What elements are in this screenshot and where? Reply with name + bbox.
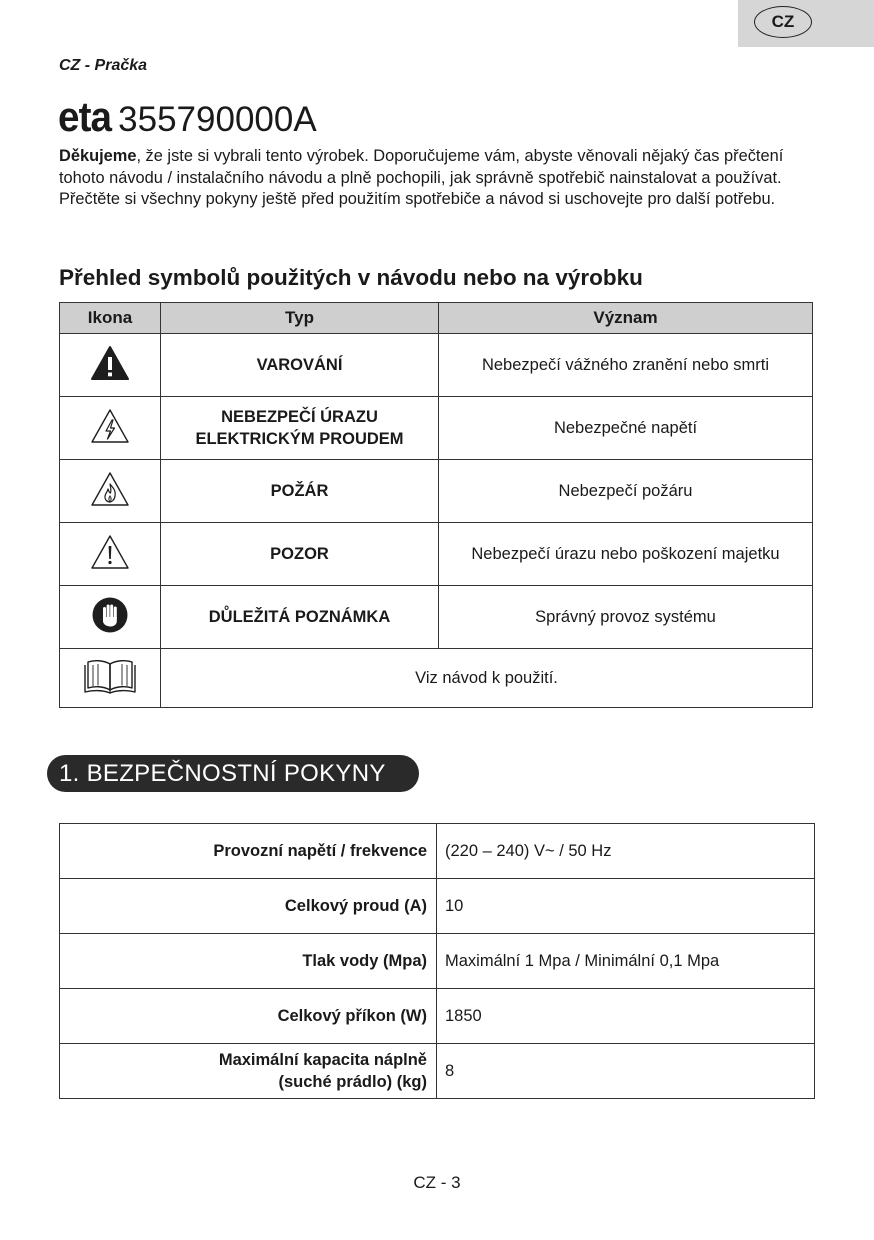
table-row bbox=[60, 879, 815, 934]
symbol-meaning: Nebezpečí vážného zranění nebo smrti bbox=[439, 334, 813, 397]
manual-book-icon bbox=[83, 657, 137, 700]
symbol-type: POŽÁR bbox=[161, 460, 439, 523]
hand-stop-icon bbox=[91, 596, 129, 639]
language-badge: CZ bbox=[754, 6, 812, 38]
section-title: 1. BEZPEČNOSTNÍ POKYNY bbox=[47, 755, 419, 792]
table-row bbox=[60, 934, 815, 989]
specs-table bbox=[59, 823, 815, 1099]
table-row bbox=[60, 460, 813, 523]
symbols-header-row bbox=[60, 303, 813, 334]
spec-value: 1850 bbox=[437, 989, 815, 1044]
symbols-heading: Přehled symbolů použitých v návodu nebo na výrobku bbox=[59, 265, 643, 290]
table-row bbox=[60, 586, 813, 649]
spec-label: Provozní napětí / frekvence bbox=[60, 824, 437, 879]
symbol-type: NEBEZPEČÍ ÚRAZU ELEKTRICKÝM PROUDEM bbox=[161, 397, 439, 460]
model-number: 355790000A bbox=[118, 100, 317, 139]
col-header-type: Typ bbox=[161, 303, 439, 334]
table-row bbox=[60, 334, 813, 397]
document-subtitle: CZ - Pračka bbox=[59, 57, 148, 74]
spec-value: Maximální 1 Mpa / Minimální 0,1 Mpa bbox=[437, 934, 815, 989]
table-row bbox=[60, 989, 815, 1044]
brand-logo: eta bbox=[58, 93, 112, 140]
table-row bbox=[60, 397, 813, 460]
spec-label-line1: Maximální kapacita náplně bbox=[218, 1051, 427, 1069]
page-number: CZ - 3 bbox=[413, 1173, 461, 1192]
spec-label: Celkový příkon (W) bbox=[60, 989, 437, 1044]
spec-label-line2: (suché prádlo) (kg) bbox=[278, 1073, 427, 1091]
table-row bbox=[60, 523, 813, 586]
table-row bbox=[60, 649, 813, 708]
symbol-meaning: Nebezpečné napětí bbox=[439, 397, 813, 460]
col-header-icon: Ikona bbox=[60, 303, 161, 334]
spec-label bbox=[60, 1044, 437, 1099]
table-row bbox=[60, 1044, 815, 1099]
symbol-type: VAROVÁNÍ bbox=[161, 334, 439, 397]
warning-filled-icon bbox=[90, 345, 130, 386]
intro-paragraph bbox=[59, 146, 819, 211]
symbol-meaning: Viz návod k použití. bbox=[161, 649, 813, 708]
symbol-meaning: Správný provoz systému bbox=[439, 586, 813, 649]
spec-value: (220 – 240) V~ / 50 Hz bbox=[437, 824, 815, 879]
spec-label: Tlak vody (Mpa) bbox=[60, 934, 437, 989]
spec-label: Celkový proud (A) bbox=[60, 879, 437, 934]
col-header-meaning: Význam bbox=[439, 303, 813, 334]
fire-icon bbox=[90, 471, 130, 512]
symbol-type: DŮLEŽITÁ POZNÁMKA bbox=[161, 586, 439, 649]
brand-heading bbox=[58, 93, 317, 140]
symbol-type: POZOR bbox=[161, 523, 439, 586]
spec-value: 8 bbox=[437, 1044, 815, 1099]
intro-lead: Děkujeme bbox=[59, 147, 137, 165]
symbol-meaning: Nebezpečí úrazu nebo poškození majetku bbox=[439, 523, 813, 586]
symbol-meaning: Nebezpečí požáru bbox=[439, 460, 813, 523]
intro-text: , že jste si vybrali tento výrobek. Doporučujeme vám, abyste věnovali nějaký čas přečtení tohoto návodu / instalačního návodu a plně pochopili, jak správně spotřebič nainstalovat a používat. Přečtěte si všechny pokyny ještě před použitím spotřebiče a návod si uschovejte pro další potřebu. bbox=[59, 147, 784, 208]
caution-icon bbox=[90, 534, 130, 575]
spec-value: 10 bbox=[437, 879, 815, 934]
electric-shock-icon bbox=[90, 408, 130, 449]
table-row bbox=[60, 824, 815, 879]
symbols-table bbox=[59, 302, 813, 708]
